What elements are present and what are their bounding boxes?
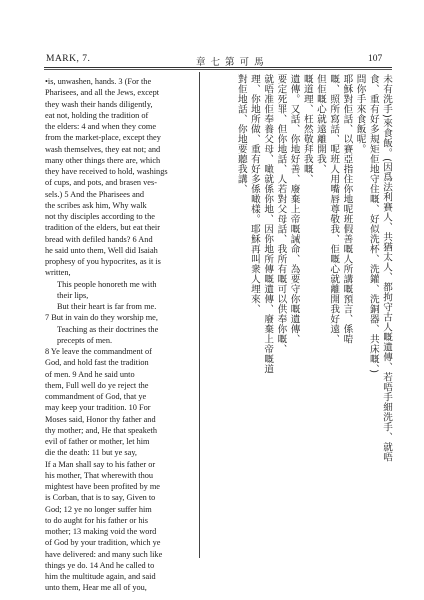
chinese-text-column: 未有洗手)來食飯。(因爲法利賽人、共猶太人、都拘守古人嘅遺傳、若唔手細洗手、就唔 [381,74,392,463]
english-text-line: him the multitude again, and said [45,572,156,581]
english-text-line: tradition of the elders, but eat their [45,223,160,233]
english-text-line: their lips, [57,290,89,300]
english-text-line: mightest have been profited by me [45,482,160,491]
chinese-text-column: 食、重有好多規矩佢地守住嘅、好似洗杯、洗鑵、洗銅器、共床嘅、) [367,74,379,374]
chinese-text-column: 理、你地所做、重有好多係噉樣。耶穌再叫衆人埋來、 [248,74,260,314]
english-text-line: evil of father or mother, let him [45,437,150,446]
chinese-text-column: 但佢嘅心就遠離開我、 [314,74,326,174]
english-text-line: his mother, That wherewith thou [45,470,154,480]
english-text-line: the scribes ask him, Why walk [45,200,147,210]
english-text-line: them, Full well do ye reject the [45,380,149,390]
chinese-text-column: 嘅、照所寫話、呢班人用嘴唇尊敬我、佢嘅心就離開我好遠、 [328,74,340,344]
english-text-line: bread with defiled hands? 6 And [45,234,153,244]
english-text-line: wash themselves, they eat not; and [45,144,161,154]
english-text-line: prophesy of you hypocrites, as it is [45,257,161,266]
column-divider [199,72,200,558]
chinese-text-column: 就唔准佢奉養父母、噉就係你地、因你地所傳嘅遺傳、廢棄上帝嘅道 [262,74,274,374]
english-text-line: If a Man shall say to his father or [45,459,156,469]
english-text-line: they have received to hold, washings [45,167,168,176]
english-text-line: he said unto them, Well did Isaiah [45,245,158,255]
english-text-line: may keep your tradition. 10 For [45,403,151,413]
chinese-text-column: 問你手來食飯呢。 [354,74,366,154]
chinese-text-column: 遺傳。又話、你地好善、廢棄上帝嘅誡命、為要守你嘅遺傳、 [288,74,300,344]
english-text-line: is Corban, that is to say, Given to [45,493,156,503]
chinese-text-column: 耶穌對佢話、以賽亞指住你地呢班假善嘅人所講嘅預言、係啱 [341,74,353,344]
chinese-text-column: 要定死罪、但你地話、人若對父母話、我所有嘅可以供奉你嘅、 [275,74,287,354]
english-text-line: God, and hold fast the tradition [45,358,149,368]
english-text-line: from the market-place, except they [45,133,161,143]
english-text-line: have delivered: and many such like [45,549,163,559]
english-text-line: 8 Ye leave the commandment of [45,347,152,356]
english-text-line: of men. 9 And he said unto [45,369,135,379]
english-text-line: precepts of men. [57,335,113,345]
english-text-line: to do aught for his father or his [45,515,148,525]
english-text-line: many other things there are, which [45,155,161,165]
english-text-line: This people honoreth me with [57,279,157,289]
english-text-line: 7 But in vain do they worship me, [45,313,158,323]
english-text-line: of cups, and pots, and brasen ves- [45,178,157,188]
running-header-chinese: 章 七 第 可 馬 [196,57,265,68]
chinese-column [207,74,393,560]
english-text-line: commandment of God, that ye [45,392,147,401]
english-text-line: of God by your tradition, which ye [45,538,161,548]
english-text-line: unto them, Hear me all of you, [45,583,147,593]
chinese-text-column: 嘅道理、枉然敬拜我嘅、 [301,74,313,184]
english-text-line: thy mother; and, He that speaketh [45,425,157,435]
english-text-line: Pharisees, and all the Jews, except [45,88,160,98]
running-header-left: MARK, 7. [46,54,91,64]
english-text-line: the elders: 4 and when they come [45,122,157,131]
english-column [45,76,195,594]
english-text-line: die the death: 11 but ye say, [45,448,138,458]
chinese-text-column: 對佢地話、你地要聽我講、 [235,74,247,194]
header-rule [44,67,392,68]
english-text-line: not thy disciples according to the [45,212,155,221]
english-text-line: •is, unwashen, hands. 3 (For the [45,77,152,86]
english-text-line: eat not, holding the tradition of [45,110,149,120]
english-text-line: written, [45,268,71,278]
english-text-line: sels.) 5 And the Pharisees and [45,189,145,199]
english-text-line: things ye do. 14 And he called to [45,560,155,570]
english-text-line: mother; 13 making void the word [45,527,157,536]
header-rule-thin [44,69,392,70]
english-text-line: But their heart is far from me. [57,302,157,311]
english-text-line: Moses said, Honor thy father and [45,414,156,424]
english-text-line: Teaching as their doctrines the [57,324,159,334]
english-text-line: God; 12 ye no longer suffer him [45,504,152,514]
page-number: 107 [368,54,383,64]
english-text-line: they wash their hands diligently, [45,99,153,109]
